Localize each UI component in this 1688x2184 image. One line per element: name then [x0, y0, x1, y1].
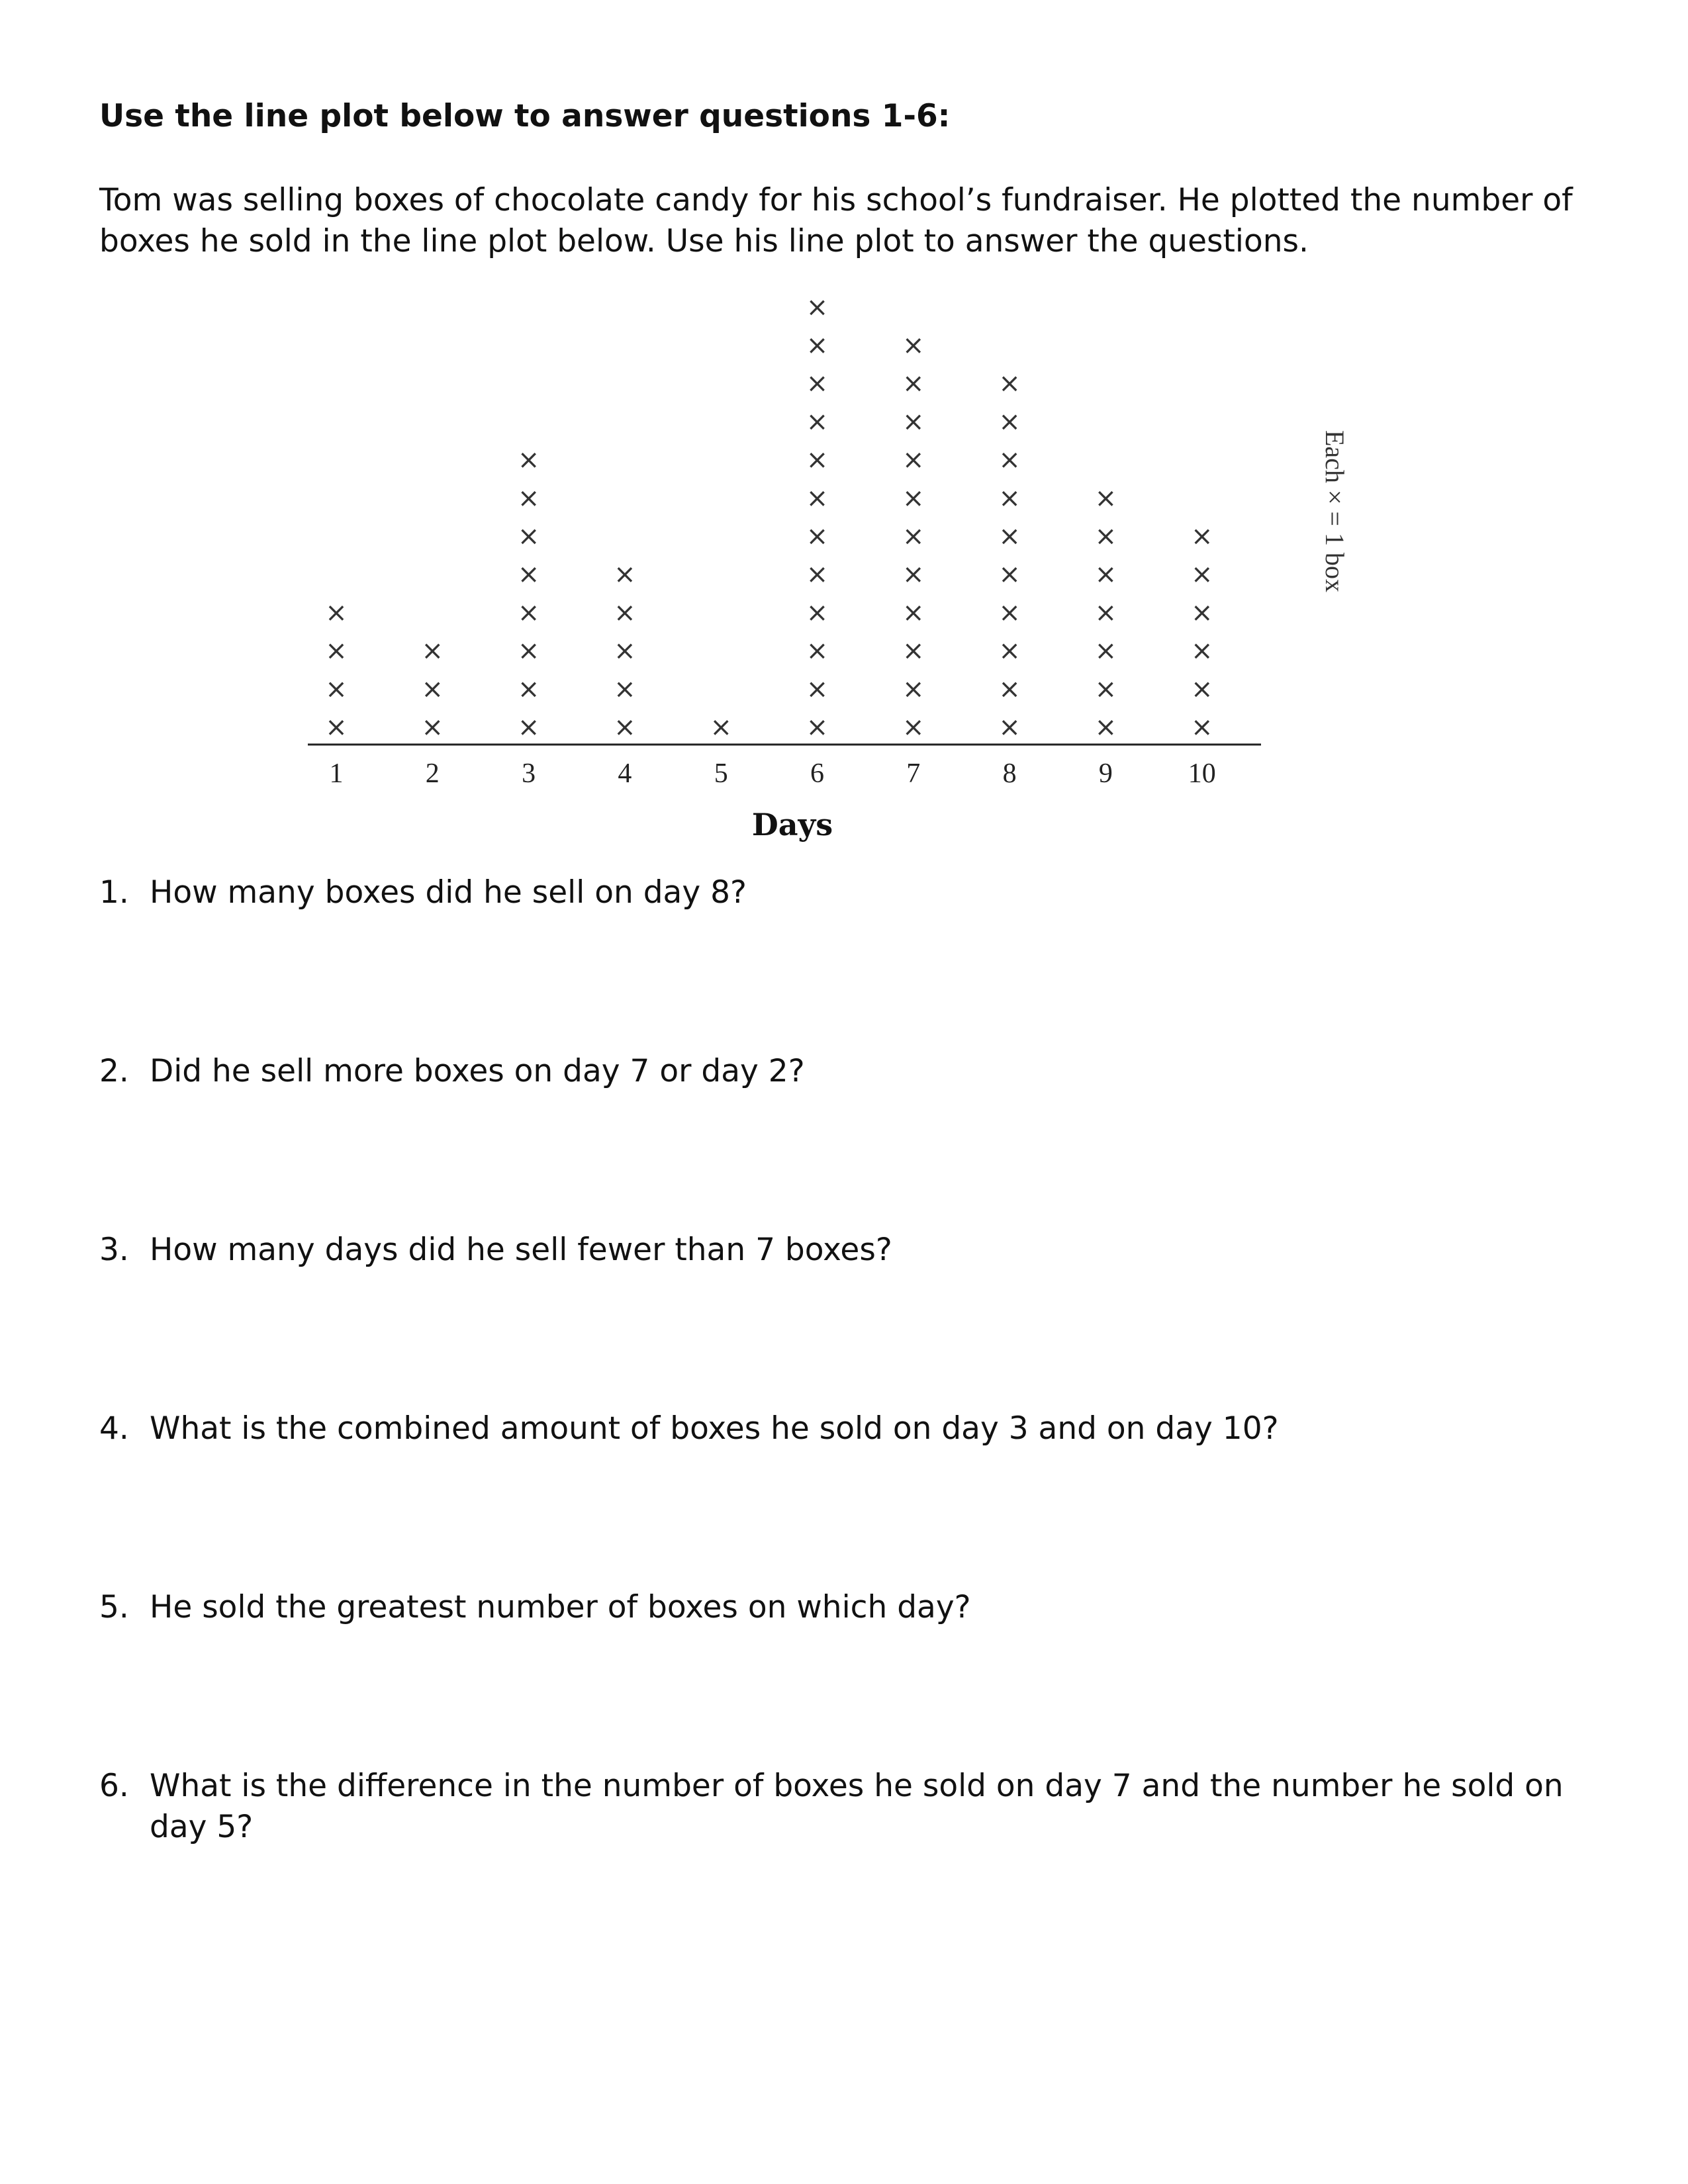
x-mark-day-9: ×	[1094, 635, 1117, 666]
tick-label-day-6: 6	[810, 758, 824, 789]
x-mark-day-1: ×	[325, 712, 348, 743]
question-text	[150, 1587, 971, 1628]
x-mark-day-6: ×	[806, 445, 829, 476]
x-mark-day-8: ×	[998, 445, 1021, 476]
x-mark-day-7: ×	[902, 445, 925, 476]
intro-line-1: Tom was selling boxes of chocolate candy for his school’s fundraiser. He plotted the number of	[99, 182, 1573, 218]
x-mark-day-8: ×	[998, 674, 1021, 705]
x-mark-day-4: ×	[614, 635, 636, 666]
x-mark-day-6: ×	[806, 292, 829, 323]
question-text	[150, 872, 747, 913]
intro-line-2: boxes he sold in the line plot below. Use his line plot to answer the questions.	[99, 223, 1309, 259]
x-mark-day-8: ×	[998, 406, 1021, 437]
x-mark-day-6: ×	[806, 368, 829, 399]
question-text-line: Did he sell more boxes on day 7 or day 2?	[150, 1053, 805, 1089]
x-mark-day-9: ×	[1094, 712, 1117, 743]
question-text	[150, 1408, 1279, 1449]
question-text-line: He sold the greatest number of boxes on which day?	[150, 1589, 971, 1625]
question-number: 5.	[99, 1589, 129, 1625]
x-mark-day-10: ×	[1190, 597, 1213, 628]
x-mark-day-8: ×	[998, 368, 1021, 399]
x-mark-day-7: ×	[902, 406, 925, 437]
question-text-line: day 5?	[150, 1809, 254, 1845]
x-mark-day-3: ×	[517, 521, 540, 552]
x-mark-day-4: ×	[614, 712, 636, 743]
question-text	[150, 1051, 805, 1092]
line-plot	[0, 0, 1688, 887]
x-mark-day-8: ×	[998, 712, 1021, 743]
tick-label-day-10: 10	[1188, 758, 1216, 789]
tick-label-day-8: 8	[1002, 758, 1017, 789]
tick-label-day-2: 2	[425, 758, 440, 789]
tick-label-day-1: 1	[329, 758, 344, 789]
x-mark-day-1: ×	[325, 635, 348, 666]
x-mark-day-5: ×	[710, 712, 732, 743]
x-mark-day-7: ×	[902, 482, 925, 514]
x-mark-day-7: ×	[902, 635, 925, 666]
x-mark-day-6: ×	[806, 330, 829, 361]
question-text-line: How many boxes did he sell on day 8?	[150, 874, 747, 911]
x-mark-day-10: ×	[1190, 521, 1213, 552]
x-mark-day-3: ×	[517, 712, 540, 743]
x-mark-day-6: ×	[806, 597, 829, 628]
question-number: 4.	[99, 1410, 129, 1447]
tick-label-day-3: 3	[522, 758, 536, 789]
x-mark-day-7: ×	[902, 674, 925, 705]
question-text-line: How many days did he sell fewer than 7 boxes?	[150, 1232, 892, 1268]
x-mark-day-7: ×	[902, 368, 925, 399]
x-mark-day-8: ×	[998, 521, 1021, 552]
x-mark-day-7: ×	[902, 597, 925, 628]
tick-labels	[330, 758, 1216, 789]
plot-marks	[325, 292, 1213, 743]
x-mark-day-9: ×	[1094, 597, 1117, 628]
question-number: 1.	[99, 874, 129, 911]
x-mark-day-6: ×	[806, 406, 829, 437]
x-mark-day-10: ×	[1190, 635, 1213, 666]
x-mark-day-9: ×	[1094, 482, 1117, 514]
x-mark-day-7: ×	[902, 559, 925, 590]
x-mark-day-3: ×	[517, 559, 540, 590]
x-mark-day-3: ×	[517, 597, 540, 628]
question-number: 6.	[99, 1768, 129, 1804]
x-mark-day-8: ×	[998, 559, 1021, 590]
x-mark-day-2: ×	[421, 712, 444, 743]
x-mark-day-6: ×	[806, 674, 829, 705]
tick-label-day-7: 7	[906, 758, 921, 789]
tick-label-day-5: 5	[714, 758, 728, 789]
x-mark-day-2: ×	[421, 635, 444, 666]
x-mark-day-10: ×	[1190, 712, 1213, 743]
x-mark-day-6: ×	[806, 521, 829, 552]
x-mark-day-10: ×	[1190, 674, 1213, 705]
x-axis-label: Days	[751, 807, 833, 842]
tick-label-day-4: 4	[618, 758, 632, 789]
x-mark-day-6: ×	[806, 635, 829, 666]
tick-label-day-9: 9	[1098, 758, 1113, 789]
x-mark-day-3: ×	[517, 674, 540, 705]
x-mark-day-8: ×	[998, 597, 1021, 628]
x-mark-day-7: ×	[902, 712, 925, 743]
x-mark-day-2: ×	[421, 674, 444, 705]
x-mark-day-9: ×	[1094, 521, 1117, 552]
x-mark-day-6: ×	[806, 712, 829, 743]
question-number: 3.	[99, 1232, 129, 1268]
x-mark-day-1: ×	[325, 674, 348, 705]
question-text	[150, 1766, 1564, 1848]
worksheet-heading: Use the line plot below to answer questions 1-6:	[99, 98, 951, 134]
x-mark-day-9: ×	[1094, 559, 1117, 590]
x-mark-day-6: ×	[806, 482, 829, 514]
x-mark-day-1: ×	[325, 597, 348, 628]
x-mark-day-4: ×	[614, 597, 636, 628]
question-text	[150, 1230, 892, 1271]
x-mark-day-7: ×	[902, 330, 925, 361]
x-mark-day-10: ×	[1190, 559, 1213, 590]
question-number: 2.	[99, 1053, 129, 1089]
question-text-line: What is the combined amount of boxes he sold on day 3 and on day 10?	[150, 1410, 1279, 1447]
x-mark-day-4: ×	[614, 674, 636, 705]
x-mark-day-3: ×	[517, 635, 540, 666]
x-mark-day-8: ×	[998, 482, 1021, 514]
x-mark-day-8: ×	[998, 635, 1021, 666]
x-mark-day-9: ×	[1094, 674, 1117, 705]
question-text-line: What is the difference in the number of boxes he sold on day 7 and the number he sold on	[150, 1768, 1564, 1804]
x-mark-day-4: ×	[614, 559, 636, 590]
x-mark-day-6: ×	[806, 559, 829, 590]
plot-key: Each × = 1 box	[1320, 430, 1350, 593]
x-mark-day-3: ×	[517, 445, 540, 476]
x-mark-day-7: ×	[902, 521, 925, 552]
x-mark-day-3: ×	[517, 482, 540, 514]
